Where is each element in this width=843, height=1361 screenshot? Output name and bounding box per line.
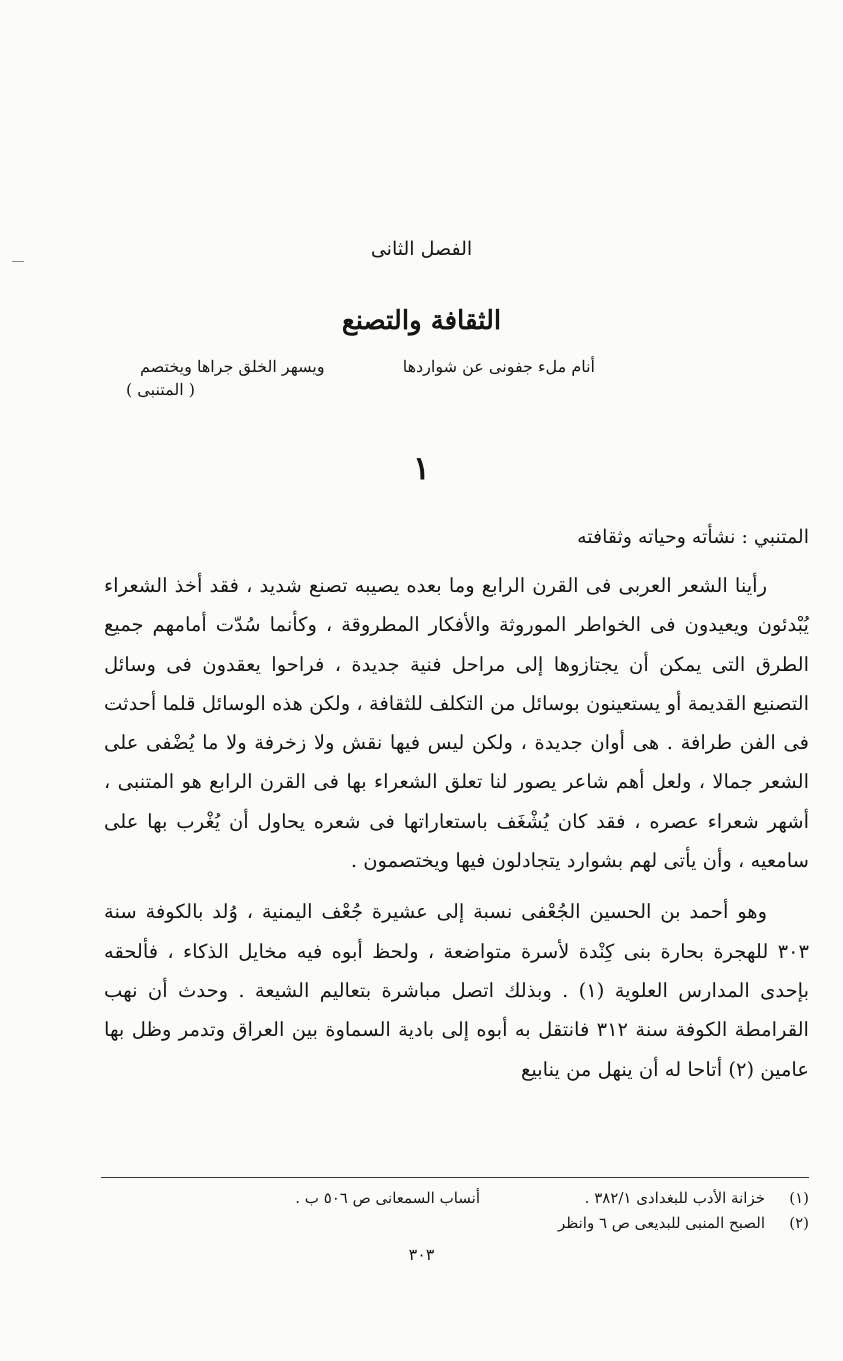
footnote-divider	[101, 1177, 809, 1178]
chapter-label: الفصل الثانى	[370, 238, 473, 260]
footnote-text: الصبح المنبى للبديعى ص ٦ وانظر	[558, 1214, 765, 1232]
footnote-text-secondary: أنساب السمعانى ص ٥٠٦ ب .	[295, 1189, 480, 1207]
verse-line	[140, 357, 595, 376]
verse-attribution: ( المتنبى )	[125, 380, 195, 399]
footnote-item	[101, 1211, 809, 1236]
footnote-number: (١)	[789, 1189, 809, 1207]
footnotes	[101, 1186, 809, 1236]
page-number: ٣٠٣	[408, 1245, 435, 1264]
footnote-number: (٢)	[789, 1214, 809, 1232]
paragraph: رأينا الشعر العربى فى القرن الرابع وما بعده يصيبه تصنع شديد ، فقد أخذ الشعراء يُبْدئون ويعيدون فى الخواطر الموروثة والأفكار المطروقة ، وكأنما سُدّت أمامهم جميع الطرق التى يمكن أن يجتازوها إلى مراحل فنية جديدة ، فراحوا يعقدون فى وسائل التصنيع القديمة أو يستعينون بوسائل من التكلف للثقافة ، ولكن هذه الوسائل قلما أحدثت فى الفن طرافة . هى أوان جديدة ، ولكن ليس فيها نقش ولا زخرفة ولا ما يُضْفى على الشعر جمالا ، ولعل أهم شاعر يصور لنا تعلق الشعراء بها فى القرن الرابع هو المتنبى ، أشهر شعراء عصره ، فقد كان يُشْغَف باستعاراتها فى شعره يحاول أن يُغْرب بها على سامعيه ، وأن يأتى لهم بشوارد يتجادلون فيها ويختصمون .	[104, 574, 809, 873]
epigraph-verse	[125, 357, 595, 399]
margin-mark	[12, 261, 24, 262]
footnote-text: خزانة الأدب للبغدادى ٣٨٢/١ .	[584, 1189, 765, 1207]
footnote-item	[101, 1186, 809, 1211]
section-number: ١	[412, 449, 431, 487]
chapter-title: الثقافة والتصنع	[341, 306, 502, 336]
section-subheading: المتنبي : نشأته وحياته وثقافته	[577, 526, 809, 548]
verse-hemistich-second: ويسهر الخلق جراها ويختصم	[140, 357, 325, 376]
paragraph: وهو أحمد بن الحسين الجُعْفى نسبة إلى عشيرة جُعْف اليمنية ، وُلد بالكوفة سنة ٣٠٣ للهجرة بحارة بنى كِنْدة لأسرة متواضعة ، ولحظ أبوه فيه مخايل الذكاء ، فألحقه بإحدى المدارس العلوية (١) . وبذلك اتصل مباشرة بتعاليم الشيعة . وحدث أن نهب القرامطة الكوفة سنة ٣١٢ فانتقل به أبوه إلى بادية السماوة بين العراق وتدمر وظل بها عامين (٢) أتاحا له أن ينهل من ينابيع	[104, 900, 809, 1081]
verse-hemistich-first: أنام ملء جفونى عن شواردها	[402, 357, 595, 376]
body-text	[104, 566, 809, 1089]
